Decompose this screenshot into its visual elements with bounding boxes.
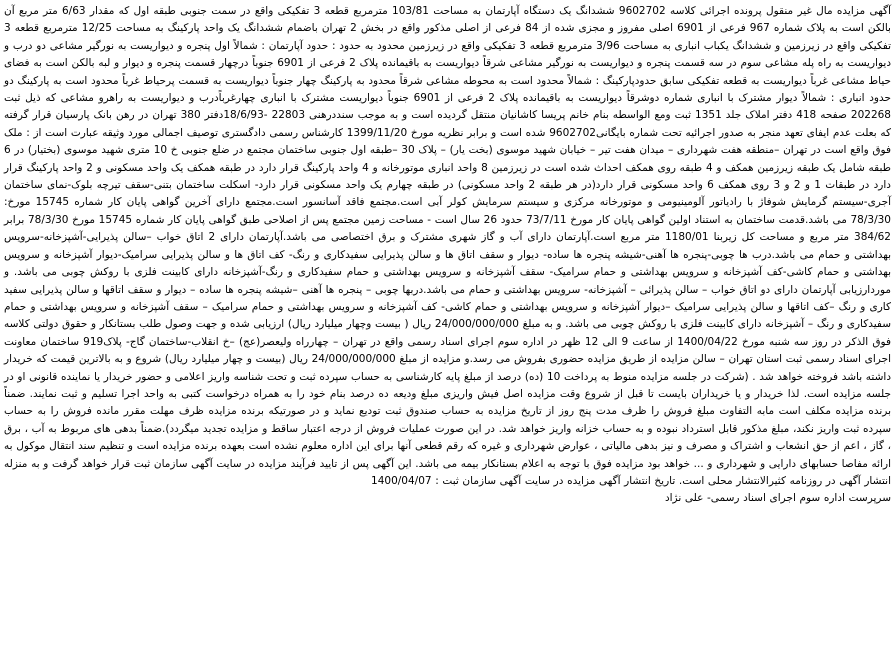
notice-body: آگهی مزایده مال غیر منقول پرونده اجرائی کلاسه 9602702 ششدانگ یک دستگاه آپارتمان به مساحت 103/81 مترمربع قطعه 3 تفکیکی واقع در سمت جنوبی طبقه اول که مقدار 6/63 متر مربع آن بالکن است به پلاک شماره 967 فرعی از 6901 اصلی مفروز و مجزی شده از 84 فرعی از اصلی مذکور واقع در بخش 2 تهران باضمام ششدانگ یک واحد پارکینگ به مساحت 12/25 مترمربع قطعه 3 تفکیکی واقع در زیرزمین و ششدانگ یکباب انباری به مساحت 3/96 مترمربع قطعه 3 تفکیکی واقع در زیرزمین محدود به حدود : حدود آپارتمان : شمالاً اول پنجره و دیواریست به نورگیر مشاعی دو درب و دیواریست به راه پله مشاعی سوم در سه قسمت پنجره و دیواریست به نورگیر مشاعی شرقاً دیواریست به باقیمانده پلاک 2 فرعی از 6901 جنوباً درچهار قسمت پنجره و دیوار و لبه بالکن است به فضای حیاط مشاعی غرباً دیواریست به قطعه تفکیکی سابق حدودپارکینگ : شمالاً محدود است به محوطه مشاعی شرقاً محدود به پارکینگ چهار جنوباً دیواریست به قسمت پرحیاط غرباً محدود است به پارکینگ دو حدود انباری : شمالاً دیوار مشترک با انباری شماره دوشرقاً دیواریست به باقیمانده پلاک 2 فرعی از 6901 جنوباً دیواریست مشترک با انباری چهارغرباًدرب و دیواریست به راهرو مشاعی که ذیل ثبت 202268 صفحه 418 دفتر املاک جلد 1351 ثبت ومع الواسطه بنام خانم پریسا کاشانیان منتقل گردیده است و به موجب سنددرهنی 22803 -18/6/93دفتر 380 تهران در رهن بانک پارسیان قرار گرفته که بعلت عدم ایفای تعهد منجر به صدور اجرائیه تحت شماره بایگانی9602702 شده است و برابر نظریه مورخ 1399/11/20 کارشناس رسمی دادگستری توصیف اجمالی مورد وثیقه عبارت است از : ملک فوق واقع است در تهران –منطقه هفت شهرداری – میدان هفت تیر – خیابان شهید موسوی (بخت یار) – پلاک 30 –طبقه اول جنوبی ساختمان مجتمع در ضلع جنوبی خ 10 متری شهید موسوی (بختیار) در 6 طبقه شامل یک طبقه زیرزمین همکف و 4 طبقه روی همکف احداث شده است در زیرزمین 8 واحد انباری موتورخانه و 4 واحد پارکینگ قرار دارد در طبقه همکف یک واحد مسکونی و 2 واحد پارکینگ قرار دارد در طبقات 1 و 2 و 3 روی همکف 6 واحد مسکونی قرار دارد(در هر طبقه 2 واحد مسکونی) در طبقه چهارم یک واحد مسکونی قرار دارد- اسکلت ساختمان بتنی-سقف تیرچه بلوک-نمای ساختمان آجری-سیستم گرمایش شوفاژ با رادیاتور آلومینیومی و موتورخانه مرکزی و سیستم سرمایش کولر آبی است.مجتمع فاقد آسانسور است.مجتمع دارای آخرین گواهی پایان کار شماره 15745 مورخ: 78/3/30 می باشد.قدمت ساختمان به استناد اولین گواهی پایان کار مورخ 73/7/11 حدود 26 سال است - مساحت زمین مجتمع پس از اصلاحی طبق گواهی پایان کار شماره 15745 مورخ 78/3/30 برابر 384/62 متر مربع و مساحت کل زیربنا 1180/01 متر مربع است.آپارتمان دارای آب و گاز شهری مشترک و برق اختصاصی می باشد.آپارتمان دارای 2 اتاق خواب –سالن پذیرایی-آشپزخانه-سرویس بهداشتی و حمام می باشد.درب ها چوبی-پنجره ها آهنی-شیشه پنجره ها ساده- دیوار و سقف اتاق ها و سالن پذیرایی سفیدکاری و رنگ- کف اتاق ها و سالن پذیرایی سرامیک-دیوار آشپزخانه و سرویس بهداشتی و حمام کاشی-کف آشپزخانه و سرویس بهداشتی و حمام سرامیک- سقف آشپزخانه و سرویس بهداشتی و حمام سفیدکاری و رنگ-آشپزخانه دارای کابینت فلزی با روکش چوبی می باشد. و موردارزیابی آپارتمان دارای دو اتاق خواب – سالن پذیرائی – آشپزخانه- سرویس بهداشتی و حمام می باشد.دربها چوبی – پنجره ها آهنی –شیشه پنجره ها ساده – دیوار و سقف اتاقها و سالن پذیرایی سفید کاری و رنگ –کف اتاقها و سالن پذیرایی سرامیک –دیوار آشپزخانه و سرویس بهداشتی و حمام کاشی- کف آشپزخانه و سرویس بهداشتی و حمام سرامیک – سقف آشپزخانه و سرویس بهداشتی و حمام سفیدکاری و رنگ – آشپزخانه دارای کابینت فلزی با روکش چوبی می باشد. و به مبلغ 24/000/000/000 ریال ( بیست وچهار میلیارد ریال) ارزیابی شده و جهت وصول طلب بستانکار و حقوق دولتی کلاسه فوق الذکر در روز سه شنبه مورخ 1400/04/22 از ساعت 9 الی 12 ظهر در اداره سوم اجرای اسناد رسمی واقع در تهران – چهارراه ولیعصر(عج) –خ انقلاب-ساختمان گاج- پلاک919 ساختمان معاونت اجرای اسناد رسمی ثبت استان تهران – سالن مزایده از طریق مزایده حضوری بفروش می رسد.و مزایده از مبلغ 24/000/000/000 ریال (بیست و چهار میلیارد ریال) شروع و به بالاترین قیمت که خریدار داشته باشد فروخته خواهد شد . (شرکت در جلسه مزایده منوط به پرداخت 10 (ده) درصد از مبلغ پایه کارشناسی به حساب سپرده ثبت و تحت شناسه واریز اعلامی و حضور خریدار یا نماینده قانونی او در جلسه مزایده است. لذا خریدار و یا خریداران بایست تا قبل از شروع وقت مزایده اصل فیش واریزی مبلغ ودیعه ده درصد بنام خود را به همراه درخواست کتبی به واحد اجرا تسلیم و ثبت نمایند. ضمناً برنده مزایده مکلف است مابه التفاوت مبلغ فروش را ظرف مدت پنج روز از تاریخ مزایده به حساب صندوق ثبت تودیع نماید و در صورتیکه برنده مزایده ظرف مهلت مقرر مانده فروش را به حساب سپرده ثبت واریز نکند، مبلغ مذکور قابل استرداد نبوده و به حساب خزانه واریز خواهد شد. در این صورت عملیات فروش از درجه اعتبار ساقط و مزایده تجدید میگردد).ضمناً بدهی های مربوط به آب ، برق ، گاز ، اعم از حق انشعاب و اشتراک و مصرف و نیز بدهی مالیاتی ، عوارض شهرداری و غیره که رقم قطعی آنها برای این اداره معلوم نشده است بعهده برنده مزایده است و تنظیم سند انتقال موکول به ارائه مفاصا حسابهای دارایی و شهرداری و ... خواهد بود مزایده فوق با توجه به اعلام بستانکار بیمه می باشد. این آگهی پس از تایید فرآیند مزایده در سایت آگهی سازمان ثبت قرار خواهد گرفت و به منزله انتشار آگهی در روزنامه کثیرالانتشار محلی است. تاریخ انتشار آگهی مزایده در سایت آگهی سازمان ثبت : 1400/04/07 (4, 5, 892, 487)
notice-signature: سرپرست اداره سوم اجرای اسناد رسمی- علی نژاد (664, 492, 891, 505)
